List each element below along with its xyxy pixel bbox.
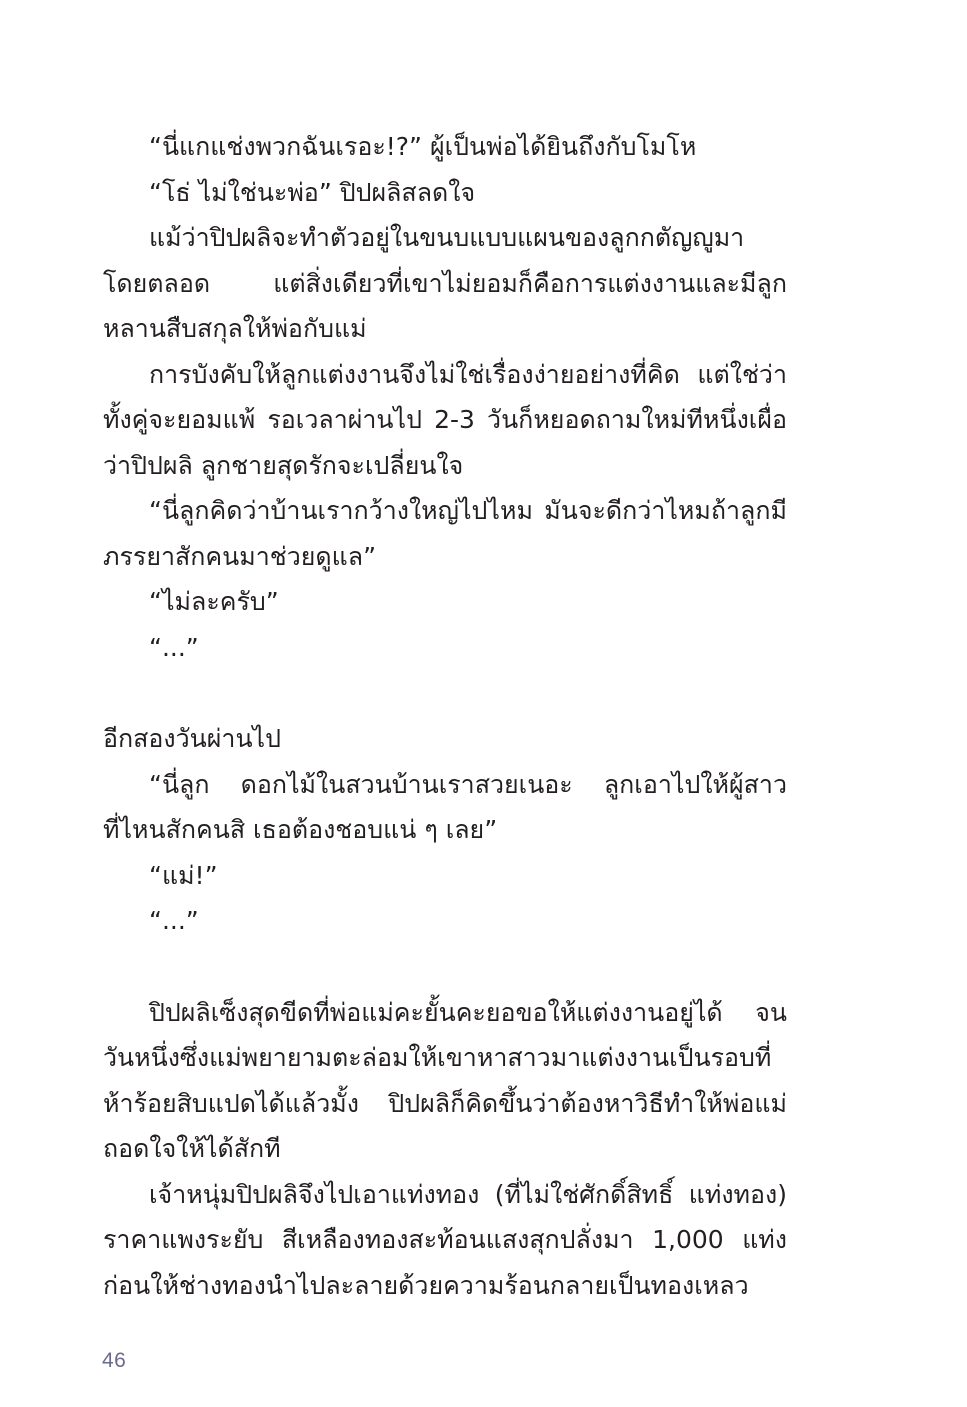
paragraph: เจ้าหนุ่มปิปผลิจึงไปเอาแท่งทอง (ที่ไม่ใช่ศักดิ์สิทธิ์ แท่งทอง) ราคาแพงระยับ สีเหลืองทองสะท้อนแสงสุกปลั่งมา 1,000 แท่ง ก่อนให้ช่างทองนำไปละลายด้วยความร้อนกลายเป็นทองเหลว <box>103 1179 787 1300</box>
paragraph: ปิปผลิเซ็งสุดขีดที่พ่อแม่คะยั้นคะยอขอให้แต่งงานอยู่ได้ จนวันหนึ่งซึ่งแม่พยายามตะล่อมให้เขาหาสาวมาแต่งงานเป็นรอบที่ห้าร้อยสิบแปดได้แล้วมั้ง ปิปผลิก็คิดขึ้นว่าต้องหาวิธีทำให้พ่อแม่ถอดใจให้ได้สักที <box>103 997 787 1163</box>
paragraph: “นี่แกแช่งพวกฉันเรอะ!?” ผู้เป็นพ่อได้ยินถึงกับโมโห <box>149 132 697 161</box>
paragraph: “โธ่ ไม่ใช่นะพ่อ” ปิปผลิสลดใจ <box>149 177 476 207</box>
paragraph: “...” <box>149 906 199 935</box>
paragraph: การบังคับให้ลูกแต่งงานจึงไม่ใช่เรื่องง่ายอย่างที่คิด แต่ใช่ว่าทั้งคู่จะยอมแพ้ รอเวลาผ่านไป 2-3 วันก็หยอดถามใหม่ทีหนึ่งเผื่อว่าปิปผลิ ลูกชายสุดรักจะเปลี่ยนใจ <box>103 359 787 480</box>
paragraph: อีกสองวันผ่านไป <box>103 724 281 753</box>
paragraph: “นี่ลูกคิดว่าบ้านเรากว้างใหญ่ไปไหม มันจะดีกว่าไหมถ้าลูกมีภรรยาสักคนมาช่วยดูแล” <box>103 496 787 571</box>
page-number: 46 <box>102 1349 127 1372</box>
paragraph: แม้ว่าปิปผลิจะทำตัวอยู่ในขนบแบบแผนของลูกกตัญญูมาโดยตลอด แต่สิ่งเดียวที่เขาไม่ยอมก็คือการแต่งงานและมีลูกหลานสืบสกุลให้พ่อกับแม่ <box>103 223 787 343</box>
paragraph: “นี่ลูก ดอกไม้ในสวนบ้านเราสวยเนอะ ลูกเอาไปให้ผู้สาวที่ไหนสักคนสิ เธอต้องชอบแน่ ๆ เลย” <box>103 769 787 844</box>
page-body <box>103 124 787 1308</box>
paragraph: “...” <box>149 632 199 662</box>
section-gap <box>103 670 787 716</box>
paragraph: “แม่!” <box>149 860 218 890</box>
paragraph: “ไม่ละครับ” <box>149 587 279 616</box>
section-gap <box>103 944 787 990</box>
